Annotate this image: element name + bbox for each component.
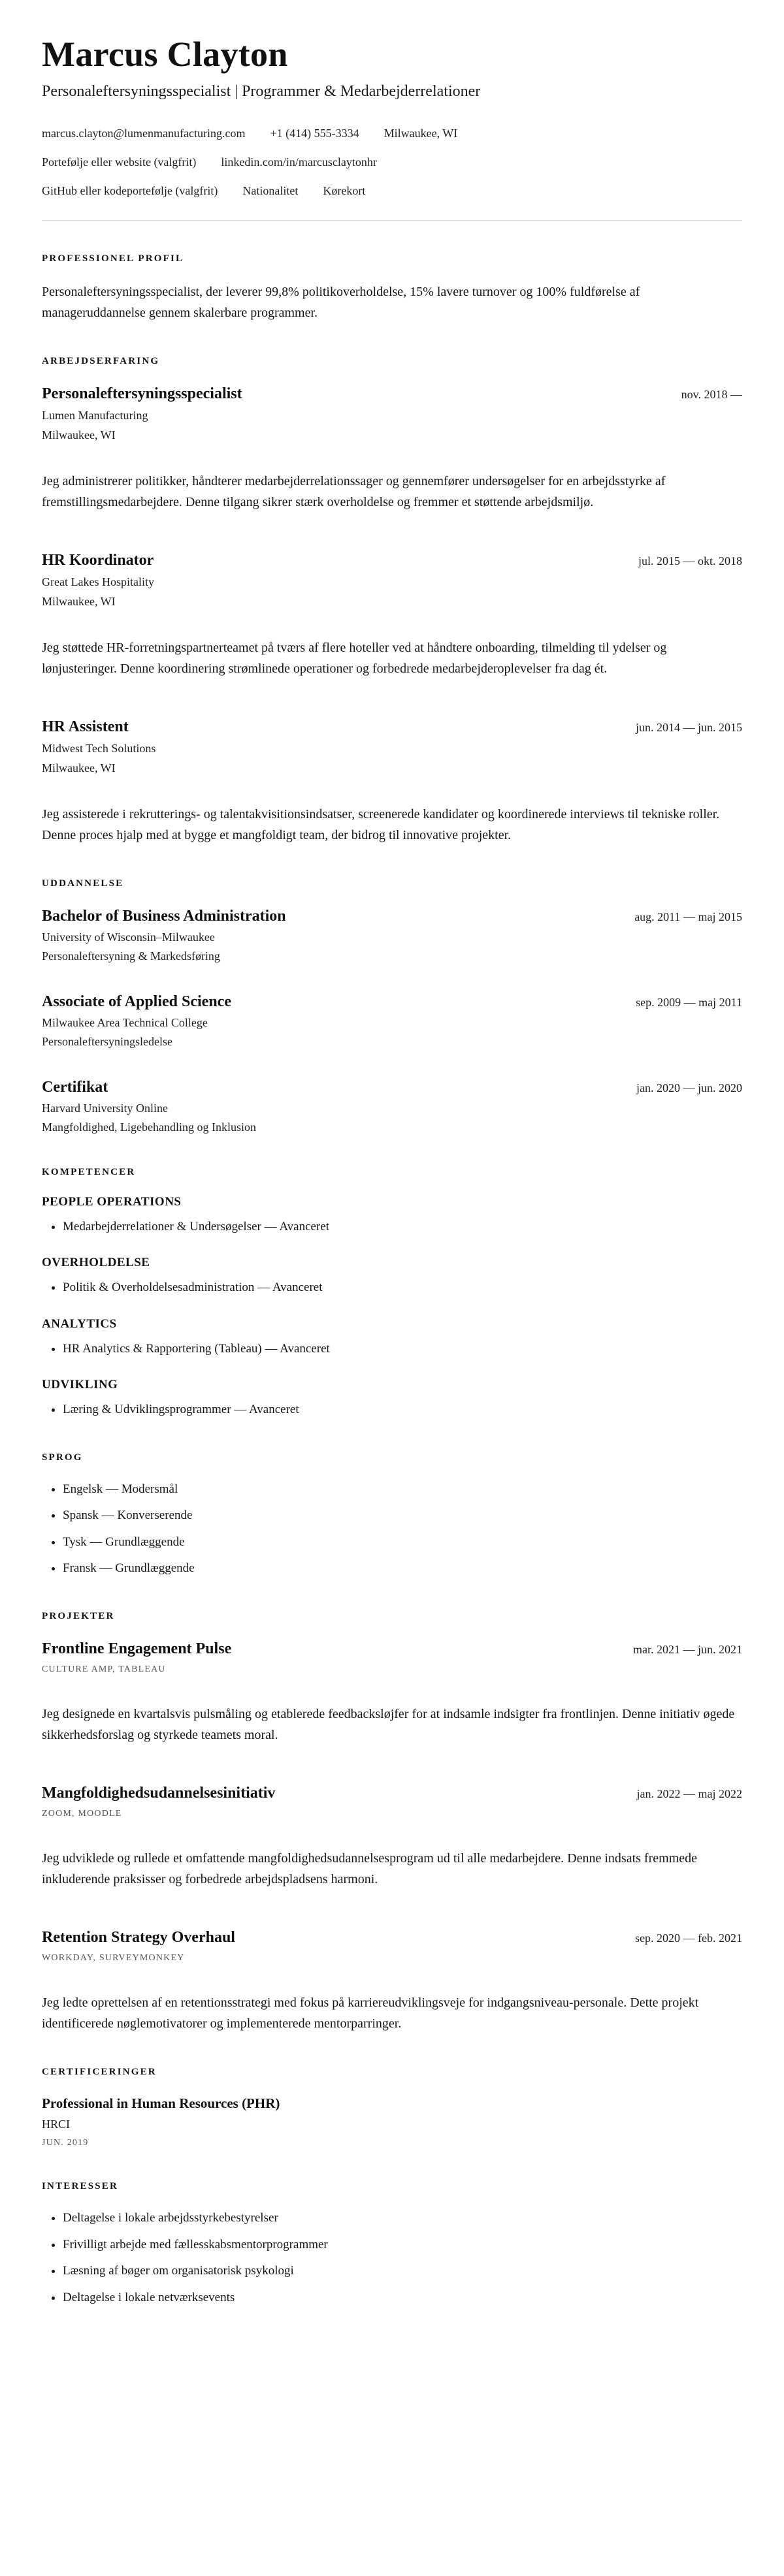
- job-description: Jeg assisterede i rekrutterings- og talentakvisitionsindsatser, screenerede kandidater og koordinerede interviews til tekniske roller. Denne proces hjalp med at bygge et mangfoldigt team, der bidrog til innovative projekter.: [42, 806, 720, 842]
- section-projects: [42, 1611, 742, 2034]
- education-school: University of Wisconsin–Milwaukee: [42, 930, 215, 944]
- job-description: Jeg administrerer politikker, håndterer medarbejderrelationssager og gennemfører undersøgelser for en arbejdsstyrke af fremstillingsmedarbejdere. Denne tilgang sikrer stærk overholdelse og fremmer et støttende arbejdsmiljø.: [42, 473, 666, 509]
- section-label-interests: INTERESSER: [42, 2181, 119, 2192]
- project-dates: sep. 2020 — feb. 2021: [635, 1931, 742, 1945]
- resume-subtitle: Personaleftersyningsspecialist | Programmer & Medarbejderrelationer: [42, 83, 481, 101]
- section-profile: [42, 253, 742, 323]
- skill-category-name: OVERHOLDELSE: [42, 1256, 150, 1270]
- skill-list: [42, 1218, 742, 1237]
- skill-category-name: PEOPLE OPERATIONS: [42, 1194, 182, 1209]
- job-entry: [42, 717, 742, 846]
- project-entry: [42, 1783, 742, 1890]
- project-title: Mangfoldighedsudannelsesinitiativ: [42, 1784, 276, 1802]
- interest-item: • Læsning af bøger om organisatorisk psykologi: [63, 2262, 742, 2281]
- education-entry: [42, 1077, 742, 1134]
- job-entry-header: [42, 550, 742, 570]
- education-dates: jan. 2020 — jun. 2020: [636, 1081, 742, 1094]
- section-certifications: [42, 2067, 742, 2148]
- skill-list: [42, 1401, 742, 1420]
- skill-category-name: UDVIKLING: [42, 1378, 118, 1392]
- job-company: Lumen Manufacturing: [42, 408, 148, 422]
- skill-category: [42, 1256, 742, 1297]
- job-location: Milwaukee, WI: [42, 594, 116, 608]
- job-entry: [42, 384, 742, 513]
- skill-item: • Læring & Udviklingsprogrammer — Avanceret: [63, 1401, 742, 1420]
- project-description: Jeg ledte oprettelsen af en retentionsstrategi med fokus på karriereudviklingsveje for indgangsniveau-personale. Dette projekt identificerede nøglemotivatorer og implementerede mentorparringer.: [42, 1995, 699, 2031]
- resume-name: Marcus Clayton: [42, 35, 288, 74]
- job-entry: [42, 550, 742, 679]
- project-tools: WORKDAY, SURVEYMONKEY: [42, 1952, 185, 1963]
- contact-location: Milwaukee, WI: [384, 126, 458, 140]
- education-field: Personaleftersyningsledelse: [42, 1034, 172, 1048]
- education-entry: [42, 906, 742, 963]
- language-item: • Engelsk — Modersmål: [63, 1480, 742, 1499]
- education-field: Mangfoldighed, Ligebehandling og Inklusion: [42, 1120, 256, 1134]
- job-title: HR Koordinator: [42, 551, 154, 569]
- language-item: • Tysk — Grundlæggende: [63, 1533, 742, 1552]
- section-label-education: UDDANNELSE: [42, 878, 124, 889]
- education-field: Personaleftersyning & Markedsføring: [42, 949, 220, 962]
- section-interests: [42, 2181, 742, 2307]
- contact-linkedin: linkedin.com/in/marcusclaytonhr: [221, 155, 377, 168]
- certification-entry: [42, 2095, 742, 2148]
- section-label-skills: KOMPETENCER: [42, 1166, 136, 1177]
- job-location: Milwaukee, WI: [42, 761, 116, 774]
- project-entry-header: [42, 1928, 742, 1947]
- certification-issuer: HRCI: [42, 2118, 71, 2131]
- project-tools: CULTURE AMP, TABLEAU: [42, 1664, 166, 1674]
- section-label-languages: SPROG: [42, 1452, 83, 1463]
- education-entry-header: [42, 1077, 742, 1097]
- project-title: Frontline Engagement Pulse: [42, 1640, 232, 1657]
- section-label-profile: PROFESSIONEL PROFIL: [42, 253, 184, 264]
- job-dates: jun. 2014 — jun. 2015: [635, 720, 742, 734]
- language-list: [42, 1480, 742, 1578]
- project-entry-header: [42, 1783, 742, 1803]
- profile-text: Personaleftersyningsspecialist, der leverer 99,8% politikoverholdelse, 15% lavere turnover og 100% fuldførelse af manageruddannelse gennem skalerbare programmer.: [42, 284, 640, 320]
- header-divider: [42, 220, 742, 221]
- contact-email: marcus.clayton@lumenmanufacturing.com: [42, 126, 246, 140]
- job-location: Milwaukee, WI: [42, 428, 116, 441]
- education-dates: aug. 2011 — maj 2015: [634, 910, 742, 923]
- skill-category: [42, 1378, 742, 1420]
- project-entry-header: [42, 1639, 742, 1659]
- section-languages: [42, 1452, 742, 1578]
- job-entry-header: [42, 384, 742, 404]
- contact-website: Portefølje eller website (valgfrit): [42, 155, 197, 168]
- contact-license: Kørekort: [323, 183, 366, 197]
- job-dates: jul. 2015 — okt. 2018: [638, 554, 742, 567]
- degree-title: Bachelor of Business Administration: [42, 907, 286, 925]
- education-entry: [42, 992, 742, 1049]
- section-education: [42, 878, 742, 1134]
- education-dates: sep. 2009 — maj 2011: [636, 995, 742, 1009]
- education-school: Milwaukee Area Technical College: [42, 1015, 208, 1029]
- section-label-certifications: CERTIFICERINGER: [42, 2066, 157, 2077]
- certification-date: JUN. 2019: [42, 2138, 89, 2148]
- job-company: Great Lakes Hospitality: [42, 575, 154, 588]
- contact-row-1: [42, 125, 742, 142]
- interest-list: [42, 2209, 742, 2307]
- education-entry-header: [42, 906, 742, 926]
- project-description: Jeg udviklede og rullede et omfattende mangfoldighedsudannelsesprogram ud til alle medarbejdere. Denne indsats fremmede inkluderende praksisser og forbedrede arbejdspladsens harmoni.: [42, 1851, 697, 1886]
- education-school: Harvard University Online: [42, 1101, 168, 1115]
- contact-github: GitHub eller kodeportefølje (valgfrit): [42, 183, 218, 197]
- project-entry: [42, 1928, 742, 2034]
- project-entry: [42, 1639, 742, 1745]
- job-description: Jeg støttede HR-forretningspartnerteamet på tværs af flere hoteller ved at håndtere onboarding, tilmelding til ydelser og lønjusteringer. Denne koordinering strømlinede operationer og forbedrede medarbejderoplevelser fra dag ét.: [42, 640, 667, 676]
- interest-item: • Deltagelse i lokale arbejdsstyrkebestyrelser: [63, 2209, 742, 2228]
- language-item: • Spansk — Konverserende: [63, 1506, 742, 1525]
- job-dates: nov. 2018 —: [681, 387, 742, 401]
- skill-category: [42, 1317, 742, 1359]
- language-item: • Fransk — Grundlæggende: [63, 1559, 742, 1578]
- section-label-experience: ARBEJDSERFARING: [42, 355, 160, 366]
- section-label-projects: PROJEKTER: [42, 1610, 115, 1621]
- project-dates: mar. 2021 — jun. 2021: [633, 1642, 742, 1656]
- resume-header: [42, 35, 742, 199]
- project-dates: jan. 2022 — maj 2022: [636, 1787, 742, 1800]
- contact-phone: +1 (414) 555-3334: [270, 126, 359, 140]
- job-title: Personaleftersyningsspecialist: [42, 385, 242, 402]
- skill-item: • Politik & Overholdelsesadministration — Avanceret: [63, 1279, 742, 1297]
- job-company: Midwest Tech Solutions: [42, 741, 156, 755]
- project-title: Retention Strategy Overhaul: [42, 1928, 235, 1946]
- degree-title: Certifikat: [42, 1078, 108, 1096]
- project-tools: ZOOM, MOODLE: [42, 1808, 122, 1819]
- project-description: Jeg designede en kvartalsvis pulsmåling og etablerede feedbacksløjfer for at indsamle indsigter fra frontlinjen. Denne initiativ øgede sikkerhedsforslag og styrkede teamets moral.: [42, 1706, 735, 1742]
- skill-item: • Medarbejderrelationer & Undersøgelser — Avanceret: [63, 1218, 742, 1237]
- education-entry-header: [42, 992, 742, 1011]
- contact-row-3: [42, 182, 742, 199]
- skill-category-name: ANALYTICS: [42, 1316, 117, 1331]
- contact-nationality: Nationalitet: [242, 183, 299, 197]
- contact-row-2: [42, 153, 742, 170]
- interest-item: • Deltagelse i lokale netværksevents: [63, 2289, 742, 2308]
- section-skills: [42, 1167, 742, 1420]
- skill-item: • HR Analytics & Rapportering (Tableau) — Avanceret: [63, 1340, 742, 1359]
- skill-list: [42, 1340, 742, 1359]
- skill-list: [42, 1279, 742, 1297]
- interest-item: • Frivilligt arbejde med fællesskabsmentorprogrammer: [63, 2236, 742, 2255]
- certification-name: Professional in Human Resources (PHR): [42, 2095, 280, 2111]
- section-experience: [42, 356, 742, 846]
- skill-category: [42, 1195, 742, 1237]
- degree-title: Associate of Applied Science: [42, 993, 231, 1010]
- job-entry-header: [42, 717, 742, 737]
- job-title: HR Assistent: [42, 718, 129, 735]
